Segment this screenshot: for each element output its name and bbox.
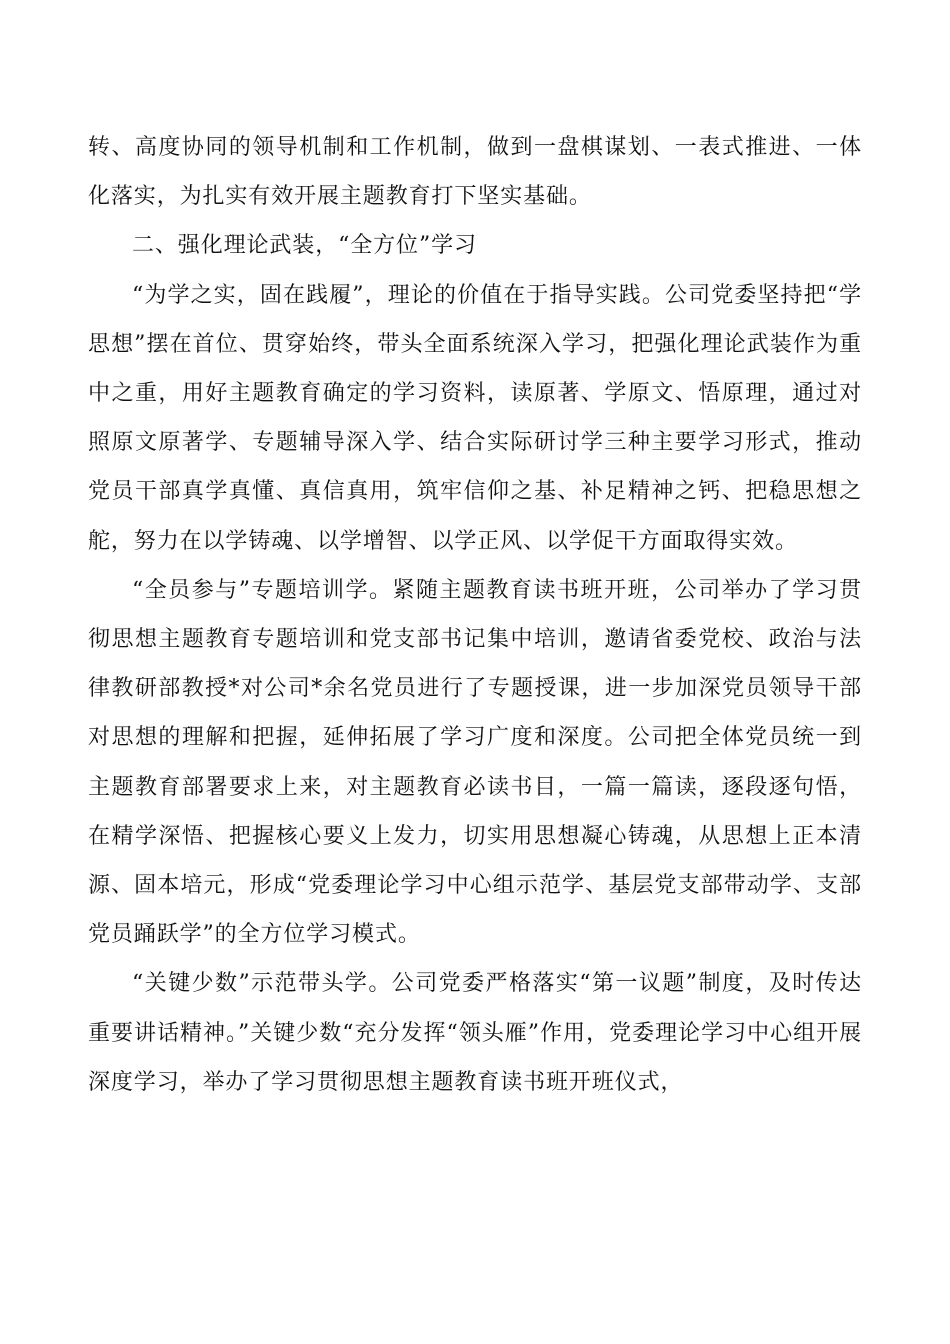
paragraph-theory: “为学之实，固在践履”，理论的价值在于指导实践。公司党委坚持把“学思想”摆在首位、贯穿始终，带头全面系统深入学习，把强化理论武装作为重中之重，用好主题教育确定的学习资料，读原著、学原文、悟原理，通过对照原文原著学、专题辅导深入学、结合实际研讨学三种主要学习形式，推动党员干部真学真懂、真信真用，筑牢信仰之基、补足精神之钙、把稳思想之舵，努力在以学铸魂、以学增智、以学正风、以学促干方面取得实效。 [88, 282, 862, 554]
paragraph-continuation: 转、高度协同的领导机制和工作机制，做到一盘棋谋划、一表式推进、一体化落实，为扎实有效开展主题教育打下坚实基础。 [88, 135, 862, 210]
document-page [88, 123, 862, 1107]
paragraph-training: “全员参与”专题培训学。紧随主题教育读书班开班，公司举办了学习贯彻思想主题教育专题培训和党支部书记集中培训，邀请省委党校、政治与法律教研部教授*对公司*余名党员进行了专题授课，进一步加深党员领导干部对思想的理解和把握，延伸拓展了学习广度和深度。公司把全体党员统一到主题教育部署要求上来，对主题教育必读书目，一篇一篇读，逐段逐句悟，在精学深悟、把握核心要义上发力，切实用思想凝心铸魂，从思想上正本清源、固本培元，形成“党委理论学习中心组示范学、基层党支部带动学、支部党员踊跃学”的全方位学习模式。 [88, 577, 862, 948]
section-heading: 二、强化理论武装，“全方位”学习 [132, 233, 477, 259]
paragraph-key-minority: “关键少数”示范带头学。公司党委严格落实“第一议题”制度，及时传达重要讲话精神。”关键少数“充分发挥“领头雁”作用，党委理论学习中心组开展深度学习，举办了学习贯彻思想主题教育读书班开班仪式， [88, 971, 862, 1095]
